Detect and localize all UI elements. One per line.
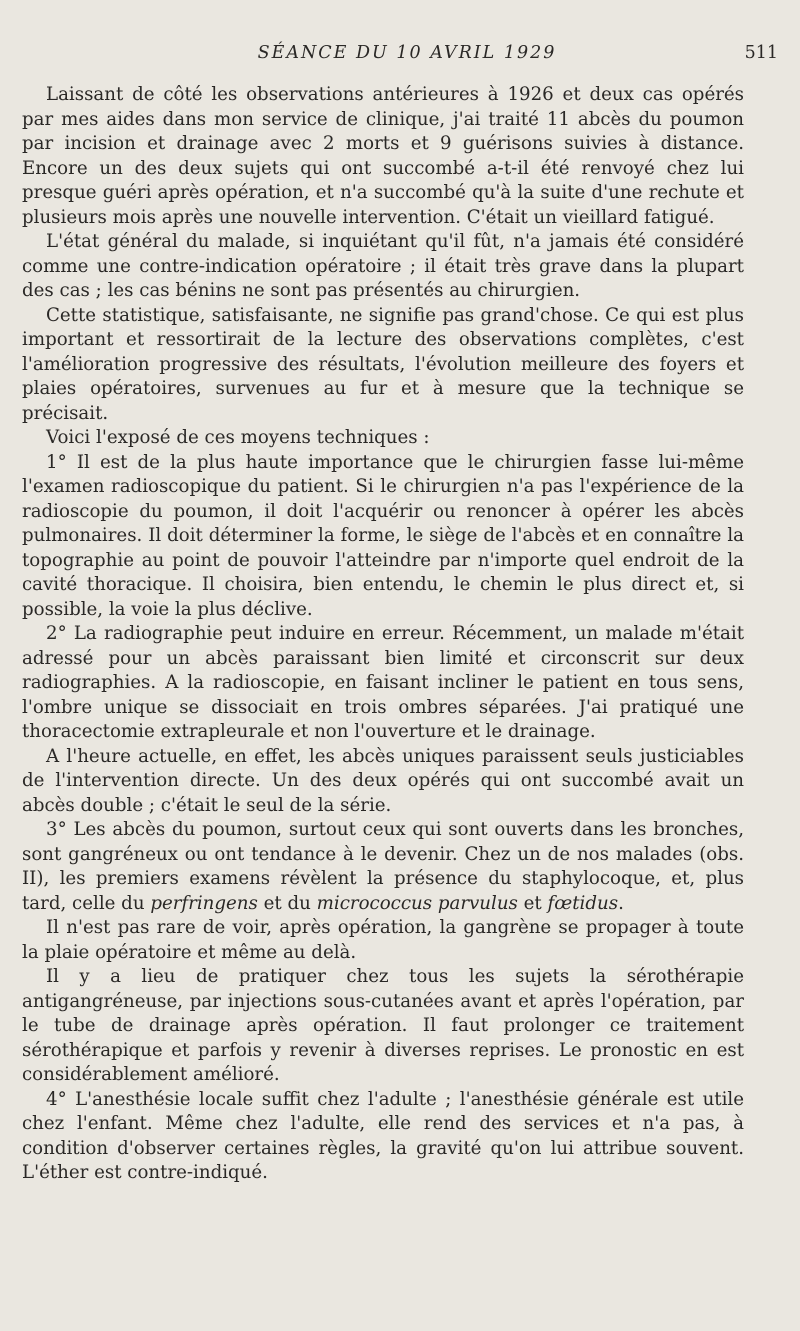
- body-text: [22, 83, 744, 1186]
- paragraph: Laissant de côté les observations antérieures à 1926 et deux cas opérés par mes aides dans mon service de clinique, j'ai traité 11 abcès du poumon par incision et drainage avec 2 morts et 9 guérisons suivies à distance. Encore un des deux sujets qui ont succombé a-t-il été renvoyé chez lui presque guéri après opération, et n'a succombé qu'à la suite d'une rechute et plusieurs mois après une nouvelle intervention. C'était un vieillard fatigué.: [22, 84, 744, 228]
- paragraph-text: 3° Les abcès du poumon, surtout ceux qui sont ouverts dans les bronches, sont gangréneux ou ont tendance à le devenir. Chez un de nos malades (obs. II), les premiers examens révèlent la présence du staphylocoque, et, plus tard, celle du: [22, 819, 744, 914]
- bacteria-name: micrococcus parvulus: [316, 892, 518, 914]
- paragraph: Il n'est pas rare de voir, après opération, la gangrène se propager à toute la plaie opératoire et même au delà.: [22, 917, 744, 963]
- paragraph: Voici l'exposé de ces moyens techniques :: [46, 427, 430, 448]
- paragraph-point-3: [22, 818, 744, 916]
- page-header: [22, 40, 778, 74]
- paragraph: Il y a lieu de pratiquer chez tous les sujets la sérothérapie antigangréneuse, par injections sous-cutanées avant et après l'opération, par le tube de drainage après opération. Il faut prolonger ce traitement sérothérapique et parfois y revenir à diverses reprises. Le pronostic en est considérablement amélioré.: [22, 966, 744, 1085]
- paragraph-point-2: 2° La radiographie peut induire en erreur. Récemment, un malade m'était adressé pour un abcès paraissant bien limité et circonscrit sur deux radiographies. A la radioscopie, en faisant incliner le patient en tous sens, l'ombre unique se dissociait en trois ombres séparées. J'ai pratiqué une thoracectomie extrapleurale et non l'ouverture et le drainage.: [22, 623, 744, 742]
- paragraph: L'état général du malade, si inquiétant qu'il fût, n'a jamais été considéré comme une contre-indication opératoire ; il était très grave dans la plupart des cas ; les cas bénins ne sont pas présentés au chirurgien.: [22, 231, 744, 301]
- paragraph: A l'heure actuelle, en effet, les abcès uniques paraissent seuls justiciables de l'intervention directe. Un des deux opérés qui ont succombé avait un abcès double ; c'était le seul de la série.: [22, 745, 744, 816]
- paragraph-text: .: [618, 892, 624, 914]
- page-number: 511: [744, 43, 778, 63]
- bacteria-name: fœtidus: [547, 892, 619, 914]
- paragraph: Cette statistique, satisfaisante, ne signifie pas grand'chose. Ce qui est plus important et ressortirait de la lecture des observations complètes, c'est l'amélioration progressive des résultats, l'évolution meilleure des foyers et plaies opératoires, survenues au fur et à mesure que la technique se précisait.: [22, 304, 744, 424]
- paragraph-point-1: 1° Il est de la plus haute importance que le chirurgien fasse lui-même l'examen radioscopique du patient. Si le chirurgien n'a pas l'expérience de la radioscopie du poumon, il doit l'acquérir ou renoncer à opérer les abcès pulmonaires. Il doit déterminer la forme, le siège de l'abcès et en connaître la topographie au point de pouvoir l'atteindre par n'importe quel endroit de la cavité thoracique. Il choisira, bien entendu, le chemin le plus direct et, si possible, la voie la plus déclive.: [22, 451, 744, 620]
- paragraph-text: et du: [257, 892, 317, 914]
- paragraph-text: et: [517, 892, 548, 914]
- running-head: SÉANCE DU 10 AVRIL 1929: [257, 43, 557, 63]
- paragraph-point-4: 4° L'anesthésie locale suffit chez l'adulte ; l'anesthésie générale est utile chez l'enfant. Même chez l'adulte, elle rend des services et n'a pas, à condition d'observer certaines règles, la gravité qu'on lui attribue souvent. L'éther est contre-indiqué.: [22, 1088, 744, 1183]
- bacteria-name: perfringens: [150, 892, 258, 914]
